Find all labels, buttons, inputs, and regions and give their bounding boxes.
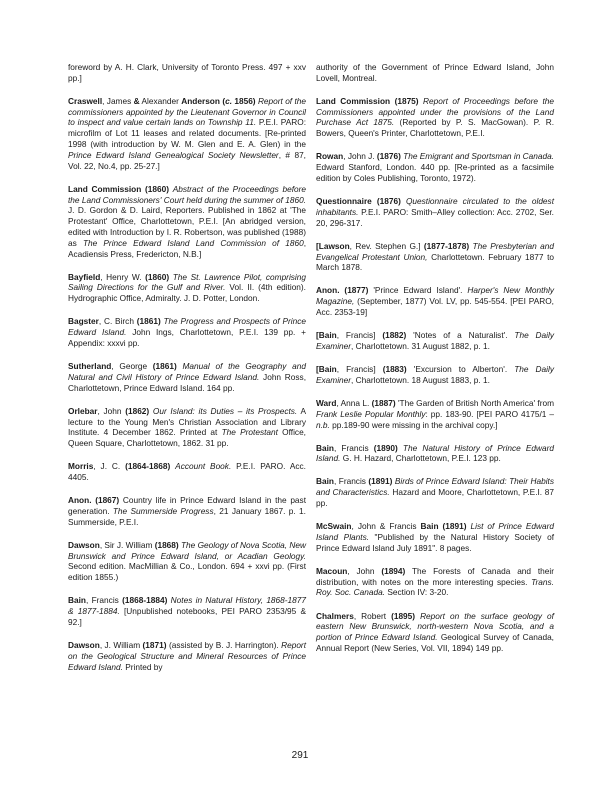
entry-text-segment: pp.189-90 were missing in the archival copy.] (329, 419, 498, 430)
bibliography-entry (316, 521, 554, 553)
entry-text-segment: (1861) (136, 316, 161, 327)
entry-text-segment: Report of the commissioners appointed by the Lieutenant Governor in Council to inspect and value certain lands on Township 11. (68, 95, 307, 128)
entry-text-segment: , Francis (85, 595, 123, 606)
entry-text-segment: P.E.I. PARO. Acc. 4405. (68, 461, 306, 482)
entry-text-segment: , John & Francis (351, 521, 421, 532)
entry-text-segment: , Anna L. (336, 397, 372, 408)
entry-text-segment: John Ings, Charlottetown, P.E.I. 139 pp. + Appendix: xxxvi pp. (68, 327, 306, 348)
bibliography-entry (316, 364, 554, 386)
bibliography-entry (68, 62, 306, 84)
entry-text-segment: (1860) (145, 271, 170, 282)
entry-text-segment: Bain (316, 476, 334, 487)
entry-text-segment: The Presbyterian and Evangelical Protestant Union, (316, 240, 554, 262)
bibliography-entry (68, 595, 306, 627)
entry-text-segment: Harper's New Monthly Magazine, (316, 285, 555, 307)
entry-text-segment: [Lawson (316, 240, 350, 251)
entry-text-segment: Bain (68, 595, 86, 606)
entry-text-segment: The Summerside Progress (112, 505, 214, 516)
entry-text-segment: , Francis] (336, 330, 383, 341)
entry-text-segment: The Geology of Nova Scotia, New Brunswick and Prince Edward Island, or Acadian Geology. (68, 539, 306, 561)
right-column (316, 62, 554, 666)
entry-text-segment: The Natural History of Prince Edward Island. (316, 442, 554, 464)
entry-text-segment: , J. William (99, 639, 143, 650)
entry-text-segment: (1862) (125, 405, 150, 416)
entry-text-segment: (September, 1877) Vol. LV, pp. 545-554. [PEI PARO, Acc. 2353-19] (316, 296, 554, 318)
bibliography-entry (68, 495, 306, 527)
entry-text-segment: , Francis] (336, 364, 383, 375)
bibliography-entry (68, 540, 306, 583)
entry-text-segment: , Robert (353, 610, 392, 621)
entry-text-segment: The Daily Examiner (316, 330, 555, 351)
entry-text-segment: (1895) (391, 610, 416, 621)
entry-text-segment: Trans. Roy. Soc. Canada. (316, 576, 554, 598)
entry-text-segment: 'Notes of a Naturalist'. (406, 330, 515, 341)
bibliography-entry (316, 96, 554, 139)
entry-text-segment: (1876) (376, 151, 401, 162)
entry-text-segment: G. H. Hazard, Charlottetown, P.E.I. 123 pp. (340, 453, 501, 464)
bibliography-entry (68, 361, 306, 393)
entry-text-segment: The Forests of Canada and their distribution, with notes on the more interesting species. (316, 565, 554, 587)
entry-text-segment: Dawson (68, 639, 100, 650)
bibliography-entry (316, 62, 554, 84)
entry-text-segment: Frank Leslie Popular Monthly (316, 408, 426, 419)
entry-text-segment: A lecture to the Young Men's Christian Association and Library Institute. 4 December 1862. Printed at (68, 405, 306, 438)
entry-text-segment: & (133, 95, 140, 106)
entry-text-segment: Ward (316, 397, 337, 408)
bibliography-entry (68, 184, 306, 260)
entry-text-segment: ( (222, 95, 226, 106)
bibliography-entry (316, 476, 554, 508)
entry-text-segment: Sutherland (68, 361, 112, 372)
entry-text-segment: Charlottetown. February 1877 to March 1878. (316, 251, 554, 273)
entry-text-segment: , Charlottetown. 31 August 1882, p. 1. (351, 340, 490, 351)
entry-text-segment: , J. C. (93, 461, 126, 472)
entry-text-segment: , Rev. Stephen G.] (349, 240, 424, 251)
entry-text-segment: Report on the Geological Structure and Mineral Resources of Prince Edward Island. (68, 639, 306, 672)
entry-text-segment: , George (111, 361, 153, 372)
entry-text-segment: Anderson (181, 95, 220, 106)
entry-text-segment: J. D. Gordon & D. Laird, Reporters. Published in 1862 at 'The Protestant' Office, Charlottetown, P.E.I. [An abridged version, edited with Introduction by I. R. Robertson, was published (1988) as (68, 205, 306, 248)
bibliography-entry (316, 611, 554, 654)
bibliography-entry (316, 330, 554, 352)
entry-text-segment: (1861) (152, 361, 177, 372)
entry-text-segment: , C. Birch (98, 316, 137, 327)
entry-text-segment: P.E.I. PARO: Smith–Alley collection: Acc. 2702, Ser. 20, 296-317. (316, 206, 554, 228)
entry-text-segment: The Protestant (221, 427, 278, 438)
entry-text-segment: (1890) (373, 442, 398, 453)
entry-text-segment: The St. Lawrence Pilot, comprising Sailing Directions for the Gulf and River. (68, 271, 307, 293)
entry-text-segment: Vol. II. (4th edition). Hydrographic Office, Admiralty. J. D. Potter, London. (68, 282, 306, 304)
entry-text-segment: Bain (316, 442, 334, 453)
entry-text-segment: Account Book. (175, 461, 232, 472)
entry-text-segment: John Ross, Charlottetown, Prince Edward Island. 164 pp. (68, 371, 307, 393)
entry-text-segment: Chalmers (316, 610, 354, 621)
entry-text-segment: Questionnaire circulated to the oldest inhabitants. (316, 196, 555, 217)
entry-text-segment: , # 87, Vol. 22, No.4, pp. 25-27.] (68, 149, 306, 171)
entry-text-segment: Printed by (122, 661, 163, 672)
entry-text-segment: [Unpublished notebooks, PEI PARO 2353/95 & 92.] (68, 606, 307, 627)
entry-text-segment: Bagster (68, 316, 99, 327)
entry-text-segment: The Progress and Prospects of Prince Edward Island. (68, 316, 306, 338)
entry-text-segment: Craswell (68, 95, 103, 106)
entry-text-segment: The Prince Edward Island Land Commission of 1860 (82, 237, 304, 248)
entry-text-segment: List of Prince Edward Island Plants. (316, 521, 554, 542)
entry-text-segment: (1882) (382, 330, 407, 341)
entry-text-segment: (Reported by P. S. MacGowan). P. R. Bowers, Queen's Printer, Charlottetown, P.E.I. (316, 117, 555, 139)
entry-text-segment: Questionnaire (1876) (316, 196, 401, 207)
entry-text-segment: Our Island: its Duties – its Prospects. (152, 405, 298, 416)
entry-text-segment: The Emigrant and Sportsman in Canada. (403, 151, 554, 162)
entry-text-segment: Bain (1891) (420, 521, 467, 532)
entry-text-segment: , Francis (333, 442, 374, 453)
entry-text-segment: , John (97, 405, 126, 416)
bibliography-entry (316, 566, 554, 598)
entry-text-segment: Prince Edward Island Genealogical Society Newsletter (68, 149, 279, 160)
entry-text-segment: c. (225, 95, 232, 106)
entry-text-segment: (assisted by B. J. Harrington). (166, 639, 282, 650)
bibliography-entry (68, 406, 306, 449)
entry-text-segment: Edward Stanford, London. 440 pp. [Re-printed as a facsimile edition by Coles Publishing, Toronto, 1972). (316, 162, 554, 183)
entry-text-segment: Bayfield (68, 271, 101, 282)
entry-text-segment: "Published by the Natural History Society of Prince Edward Island July 1891". 8 pages. (316, 531, 555, 553)
entry-text-segment: 1856) (232, 95, 256, 106)
entry-text-segment: Land Commission (1875) (316, 95, 419, 106)
entry-text-segment: Macoun (316, 565, 348, 576)
entry-text-segment: , James (102, 95, 134, 106)
bibliography-entry (316, 151, 554, 183)
entry-text-segment: (1871) (142, 639, 167, 650)
entry-text-segment: Geological Survey of Canada, Annual Report (New Series, Vol. VII, 1894) 149 pp. (316, 632, 554, 653)
entry-text-segment: [Bain (316, 364, 337, 375)
bibliography-entry (316, 285, 554, 317)
bibliography-entry (316, 398, 554, 430)
entry-text-segment: foreword by A. H. Clark, University of Toronto Press. 497 + xxv pp.] (68, 62, 306, 83)
entry-text-segment: Report of Proceedings before the Commissioners appointed under the provisions of the Land Purchase Act 1875. (316, 95, 554, 128)
entry-text-segment: Country life in Prince Edward Island in the past generation. (68, 495, 306, 516)
entry-text-segment: authority of the Government of Prince Edward Island, John Lovell, Montreal. (316, 62, 554, 83)
bibliography-entry (68, 96, 306, 172)
entry-text-segment: Report on the surface geology of eastern New Brunswick, north-western Nova Scotia, and a portion of Prince Edward Island. (316, 610, 554, 643)
entry-text-segment: (1894) (381, 565, 406, 576)
entry-text-segment: , Acadiensis Press, Fredericton, N.B.] (68, 237, 306, 259)
entry-text-segment: (1891) (368, 476, 393, 487)
entry-text-segment: , John (347, 565, 382, 576)
entry-text-segment: Hazard and Moore, Charlottetown, P.E.I. 87 pp. (316, 487, 555, 509)
entry-text-segment: Manual of the Geography and Natural and Civil History of Prince Edward Island. (68, 361, 307, 382)
entry-text-segment: : pp. 183-90. [PEI PARO 4175/1 – (425, 408, 554, 419)
entry-text-segment: Office, Queen Square, Charlottetown, 1862. 31 pp. (68, 427, 306, 449)
entry-text-segment: Abstract of the Proceedings before the Land Commissioners' Court held during the summer of 1860. (68, 183, 306, 205)
entry-text-segment: P.E.I. PARO: microfilm of Lot 11 leases and related documents. [Re-printed 1998 (with introduction by W. M. Glen and E. A. Glen) in the (68, 117, 307, 150)
entry-text-segment: McSwain (316, 521, 352, 532)
left-column (68, 62, 306, 685)
entry-text-segment: , John J. (343, 151, 377, 162)
entry-text-segment: 'The Garden of British North America' from (395, 397, 554, 408)
entry-text-segment: Anon. (1867) (68, 495, 120, 506)
entry-text-segment: Alexander (139, 95, 182, 106)
bibliography-entry (68, 272, 306, 304)
entry-text-segment: Section IV: 3-20. (385, 587, 449, 598)
entry-text-segment: Orlebar (68, 405, 98, 416)
entry-text-segment: [Bain (316, 330, 337, 341)
entry-text-segment: 'Excursion to Alberton'. (406, 364, 515, 375)
entry-text-segment: Rowan (316, 151, 344, 162)
entry-text-segment: Dawson (68, 539, 100, 550)
entry-text-segment: n.b. (316, 419, 330, 430)
entry-text-segment: (1883) (382, 364, 407, 375)
entry-text-segment: , 21 January 1867. p. 1. Summerside, P.E.I. (68, 505, 306, 527)
entry-text-segment: Morris (68, 461, 94, 472)
bibliography-entry (316, 196, 554, 228)
entry-text-segment: Second edition. MacMillian & Co., London. 694 + xxvi pp. (First edition 1855.) (68, 561, 306, 583)
entry-text-segment: 'Prince Edward Island'. (368, 285, 468, 296)
entry-text-segment: The Daily Examiner (316, 364, 554, 385)
bibliography-entry (68, 461, 306, 483)
entry-text-segment: , Francis (333, 476, 369, 487)
bibliography-entry (316, 443, 554, 465)
entry-text-segment: Birds of Prince Edward Island: Their Habits and Characteristics. (316, 476, 554, 498)
entry-text-segment: , Charlottetown. 18 August 1883, p. 1. (351, 374, 490, 385)
bibliography-entry (316, 241, 554, 273)
bibliography-entry (68, 640, 306, 672)
entry-text-segment: (1868) (154, 539, 179, 550)
entry-text-segment: Notes in Natural History, 1868-1877 & 1877-1884. (68, 595, 306, 617)
entry-text-segment: (1887) (371, 397, 396, 408)
entry-text-segment: , Henry W. (100, 271, 146, 282)
entry-text-segment: (1868-1884) (122, 595, 168, 606)
entry-text-segment: (1877-1878) (423, 240, 470, 251)
bibliography-entry (68, 316, 306, 348)
entry-text-segment: (1864-1868) (125, 461, 171, 472)
entry-text-segment: Land Commission (1860) (68, 183, 169, 194)
entry-text-segment: , Sir J. William (99, 539, 155, 550)
page-number: 291 (291, 750, 309, 761)
entry-text-segment: Anon. (1877) (316, 285, 369, 296)
